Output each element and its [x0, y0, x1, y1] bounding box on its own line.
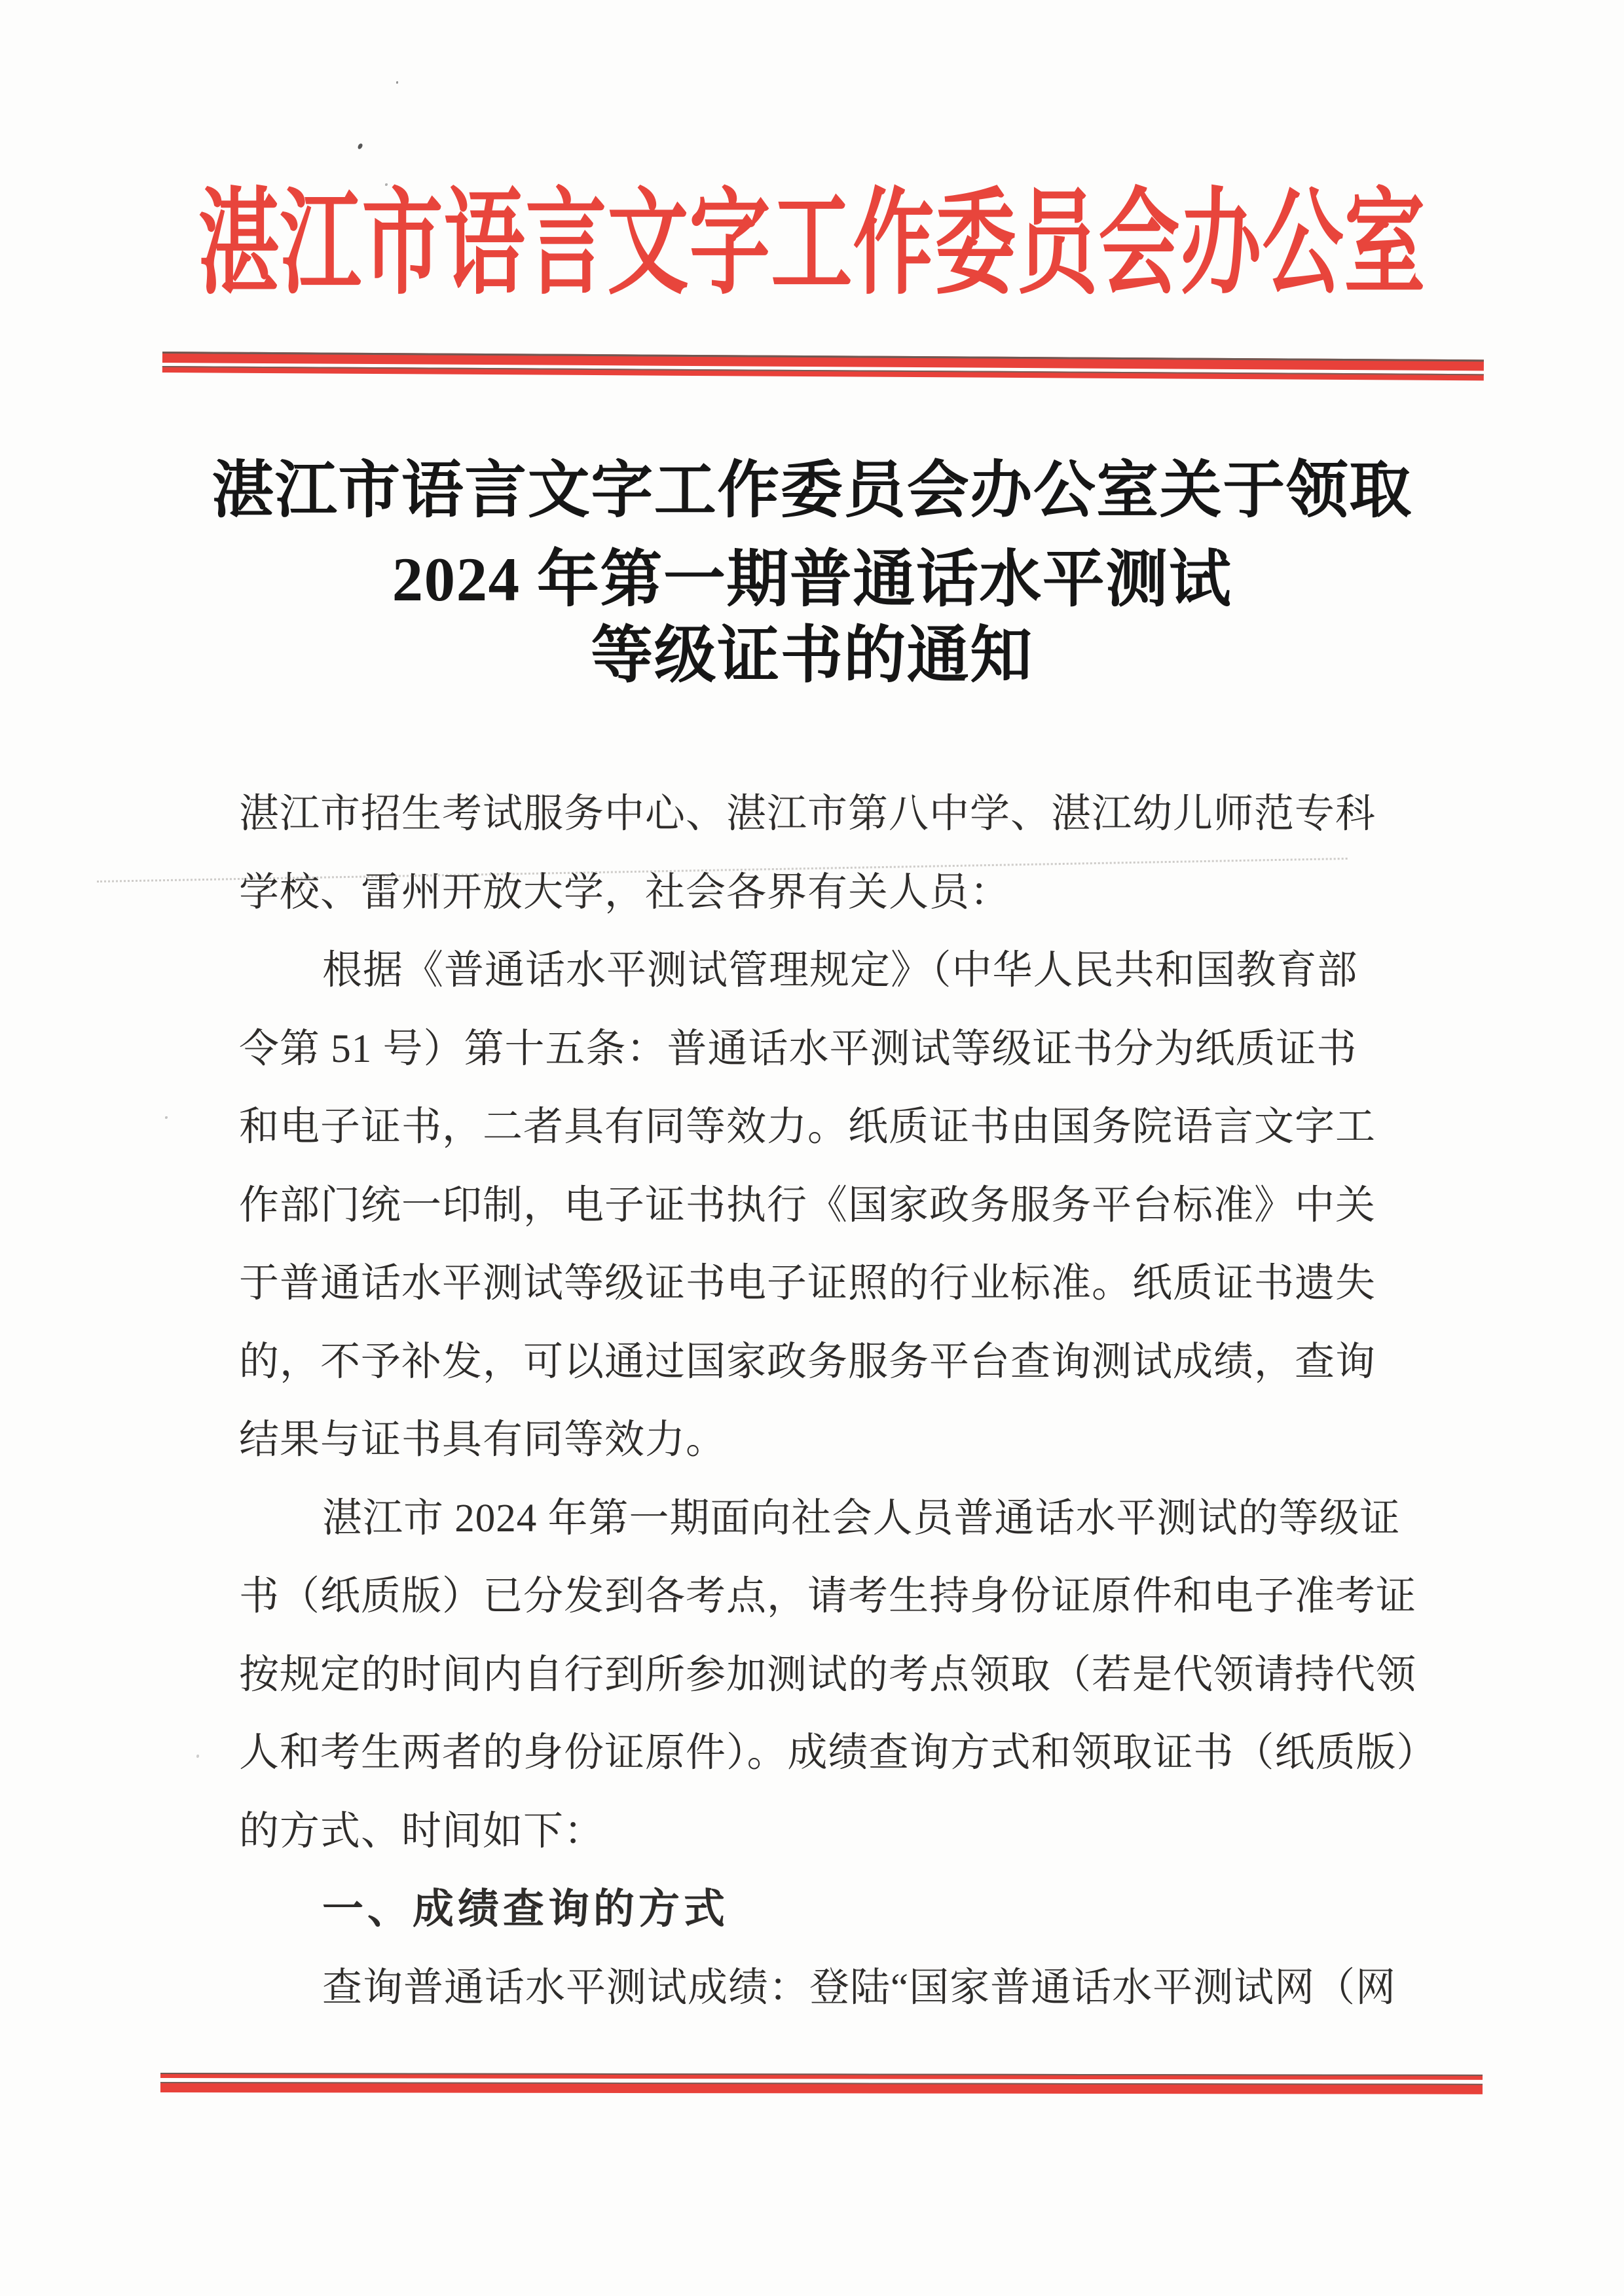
body-line: 书（纸质版）已分发到各考点，请考生持身份证原件和电子准考证	[239, 1575, 1417, 1618]
body-line: 学校、雷州开放大学，社会各界有关人员：	[239, 870, 1011, 915]
body-line: 的方式、时间如下：	[239, 1809, 605, 1853]
body-line: 于普通话水平测试等级证书电子证照的行业标准。纸质证书遗失	[239, 1262, 1376, 1305]
body-line: 按规定的时间内自行到所参加测试的考点领取（若是代领请持代领	[239, 1652, 1417, 1697]
body-line: 湛江市招生考试服务中心、湛江市第八中学、湛江幼儿师范专科	[239, 792, 1376, 836]
body-line: 根据《普通话水平测试管理规定》（中华人民共和国教育部	[322, 949, 1358, 993]
body-line: 作部门统一印制，电子证书执行《国家政务服务平台标准》中关	[239, 1183, 1376, 1228]
scan-speck	[396, 81, 398, 84]
document-title-line-2: 2024 年第一期普通话水平测试	[392, 545, 1232, 614]
body-line: 查询普通话水平测试成绩：登陆“国家普通话水平测试网（网	[322, 1965, 1397, 2010]
body-line: 人和考生两者的身份证原件）。成绩查询方式和领取证书（纸质版）	[239, 1731, 1437, 1775]
document-body	[239, 775, 1483, 2027]
body-line: 令第 51 号）第十五条：普通话水平测试等级证书分为纸质证书	[239, 1027, 1357, 1071]
letterhead-divider	[162, 352, 1484, 380]
scan-speck	[196, 1755, 199, 1758]
body-line: 湛江市 2024 年第一期面向社会人员普通话水平测试的等级证	[322, 1496, 1401, 1540]
scan-speck	[357, 143, 363, 150]
body-line: 的，不予补发，可以通过国家政务服务平台查询测试成绩，查询	[239, 1339, 1376, 1384]
letterhead-title: 湛江市语言文字工作委员会办公室	[198, 181, 1426, 308]
document-title-line-3: 等级证书的通知	[591, 621, 1033, 690]
section-heading: 一、成绩查询的方式	[322, 1886, 729, 1932]
body-line: 和电子证书，二者具有同等效力。纸质证书由国务院语言文字工	[239, 1105, 1376, 1149]
divider-bar-thin	[160, 2073, 1483, 2080]
divider-bar-thick	[160, 2082, 1483, 2094]
scan-speck	[165, 1116, 168, 1119]
footer-divider	[160, 2073, 1483, 2094]
document-title-line-1: 湛江市语言文字工作委员会办公室关于领取	[212, 456, 1412, 525]
body-line: 结果与证书具有同等效力。	[239, 1418, 727, 1462]
